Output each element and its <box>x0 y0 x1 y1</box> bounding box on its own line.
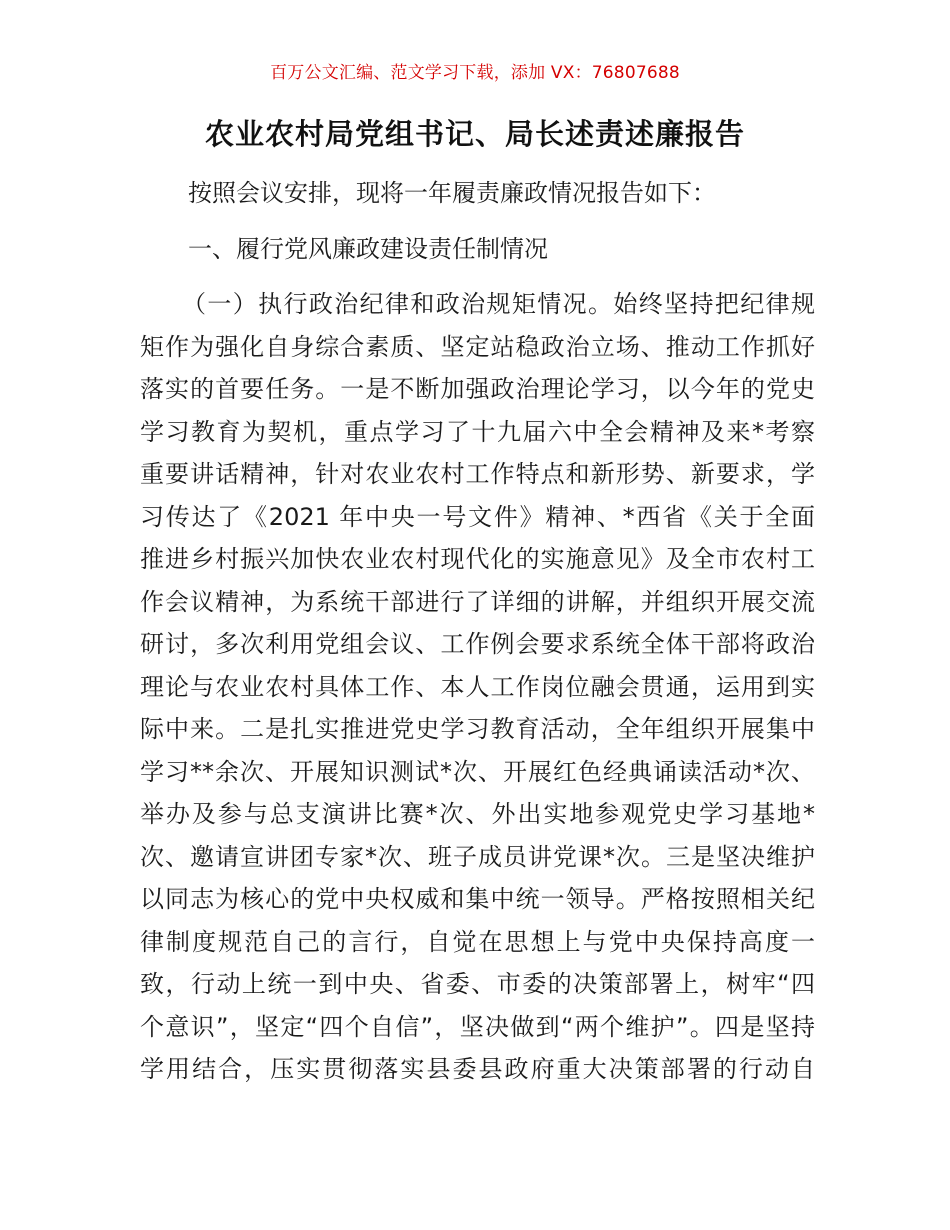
paragraph-line: 以同志为核心的党中央权威和集中统一领导。严格按照相关纪 <box>140 885 815 913</box>
paragraph-line: 学习**余次、开展知识测试*次、开展红色经典诵读活动*次、 <box>140 757 815 786</box>
paragraph-line: 学用结合，压实贯彻落实县委县政府重大决策部署的行动自 <box>140 1055 815 1083</box>
paragraph-line: 研讨，多次利用党组会议、工作例会要求系统全体干部将政治 <box>140 630 815 658</box>
paragraph-line: 理论与农业农村具体工作、本人工作岗位融会贯通，运用到实 <box>140 672 815 701</box>
paragraph-line: 际中来。二是扎实推进党史学习教育活动，全年组织开展集中 <box>140 715 815 743</box>
paragraph-line: 推进乡村振兴加快农业农村现代化的实施意见》及全市农村工 <box>140 545 815 573</box>
document-title: 农业农村局党组书记、局长述责述廉报告 <box>204 117 745 151</box>
header-watermark-note: 百万公文汇编、范文学习下载，添加 VX：76807688 <box>270 63 680 83</box>
section-heading: 一、履行党风廉政建设责任制情况 <box>188 235 548 263</box>
paragraph-line: 习传达了《2021 年中央一号文件》精神、*西省《关于全面 <box>140 502 815 531</box>
paragraph-line: 矩作为强化自身综合素质、坚定站稳政治立场、推动工作抓好 <box>140 332 815 361</box>
body-paragraph <box>140 283 815 1091</box>
paragraph-line: 个意识”，坚定“四个自信”，坚决做到“两个维护”。四是坚持 <box>140 1012 815 1041</box>
paragraph-line: 次、邀请宣讲团专家*次、班子成员讲党课*次。三是坚决维护 <box>140 842 815 871</box>
paragraph-line: 学习教育为契机，重点学习了十九届六中全会精神及来*考察 <box>140 417 815 446</box>
intro-paragraph: 按照会议安排，现将一年履责廉政情况报告如下： <box>188 179 716 207</box>
paragraph-line: 落实的首要任务。一是不断加强政治理论学习，以今年的党史 <box>140 375 815 403</box>
paragraph-line: 作会议精神，为系统干部进行了详细的讲解，并组织开展交流 <box>140 587 815 616</box>
paragraph-line: 举办及参与总支演讲比赛*次、外出实地参观党史学习基地* <box>140 800 815 828</box>
paragraph-line: 律制度规范自己的言行，自觉在思想上与党中央保持高度一 <box>140 927 815 956</box>
paragraph-line: （一）执行政治纪律和政治规矩情况。始终坚持把纪律规 <box>182 290 815 318</box>
paragraph-line: 重要讲话精神，针对农业农村工作特点和新形势、新要求，学 <box>140 460 815 488</box>
paragraph-line: 致，行动上统一到中央、省委、市委的决策部署上，树牢“四 <box>140 970 815 998</box>
